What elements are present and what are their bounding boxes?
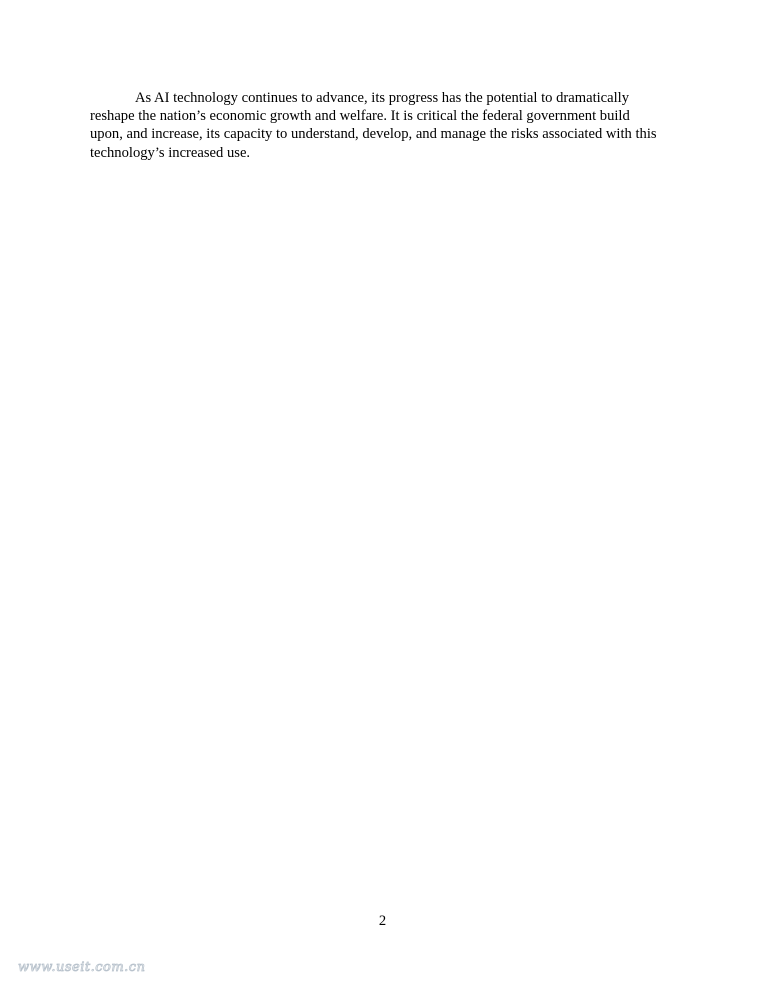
page-number: 2: [378, 913, 387, 929]
paragraph-line: upon, and increase, its capacity to understand, develop, and manage the risks associated with this: [90, 126, 657, 143]
paragraph-line: technology’s increased use.: [90, 144, 251, 161]
body-paragraph: [90, 89, 680, 162]
watermark: www.useit.com.cn: [18, 960, 146, 975]
paragraph-line: reshape the nation’s economic growth and welfare. It is critical the federal government build: [90, 108, 630, 125]
paragraph-line: As AI technology continues to advance, its progress has the potential to dramatically: [135, 90, 630, 106]
